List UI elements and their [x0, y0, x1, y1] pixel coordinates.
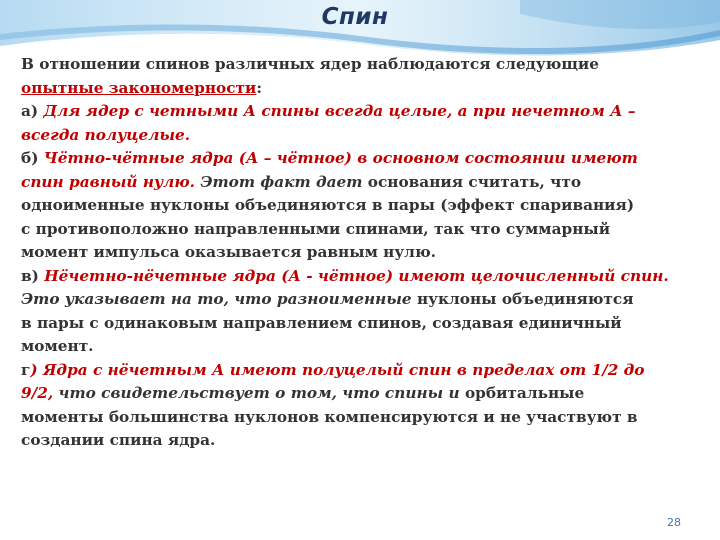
- text-segment: моменты большинства нуклонов компенсируются и не участвуют в: [21, 407, 638, 426]
- text-segment: г: [21, 360, 31, 379]
- text-segment: с противоположно направленными спинами, так что суммарный: [21, 219, 611, 238]
- text-segment: основания считать, что: [367, 172, 582, 191]
- text-line: [21, 429, 701, 453]
- text-segment: Это указывает на то, что разноименные: [21, 290, 417, 308]
- text-line: [21, 171, 701, 195]
- text-segment: Для ядер с четными А спины всегда целые, а при нечетном А –: [43, 102, 636, 120]
- text-segment: нуклоны объединяются: [416, 290, 634, 308]
- text-segment: а): [21, 102, 44, 120]
- text-segment: в пары с одинаковым направлением спинов, создавая единичный: [21, 313, 622, 332]
- text-segment: опытные закономерности: [21, 78, 257, 97]
- text-segment: момент.: [21, 337, 94, 355]
- text-line: [21, 312, 701, 336]
- text-segment: орбитальные: [464, 384, 585, 402]
- text-line: [21, 124, 701, 148]
- text-line: [21, 100, 701, 124]
- text-line: [21, 77, 701, 101]
- text-segment: в): [21, 266, 45, 285]
- text-segment: 9/2,: [21, 384, 59, 402]
- text-line: [21, 406, 701, 430]
- text-line: [21, 53, 701, 77]
- text-segment: одноименные нуклоны объединяются в пары (эффект спаривания): [21, 196, 635, 214]
- text-line: [21, 194, 701, 218]
- text-segment: создании спина ядра.: [21, 431, 216, 449]
- text-segment: ) Ядра с нёчетным А имеют полуцелый спин в пределах от 1/2 до: [30, 360, 645, 379]
- text-line: [21, 359, 701, 383]
- text-segment: что свидетельствует о том, что спины и: [58, 384, 465, 402]
- text-line: [21, 382, 701, 406]
- text-line: [21, 241, 701, 265]
- text-line: [21, 335, 701, 359]
- text-line: [21, 218, 701, 242]
- text-segment: спин равный нулю.: [21, 172, 201, 191]
- text-segment: всегда полуцелые.: [21, 125, 191, 144]
- body-text: [21, 53, 701, 453]
- text-segment: Нёчетно-нёчетные ядра (А - чётное) имеют целочисленный спин.: [44, 266, 669, 285]
- text-line: [21, 288, 701, 312]
- text-line: [21, 265, 701, 289]
- page-number: 28: [667, 516, 681, 529]
- text-line: [21, 147, 701, 171]
- text-segment: Этот факт дает: [200, 172, 368, 191]
- text-segment: момент импульса оказывается равным нулю.: [21, 243, 436, 261]
- text-segment: б): [21, 149, 44, 167]
- page-title: Спин: [321, 4, 389, 30]
- text-segment: :: [256, 78, 263, 97]
- text-segment: В отношении спинов различных ядер наблюдаются следующие: [21, 55, 599, 73]
- text-segment: Чётно-чётные ядра (А – чётное) в основном состоянии имеют: [43, 149, 638, 167]
